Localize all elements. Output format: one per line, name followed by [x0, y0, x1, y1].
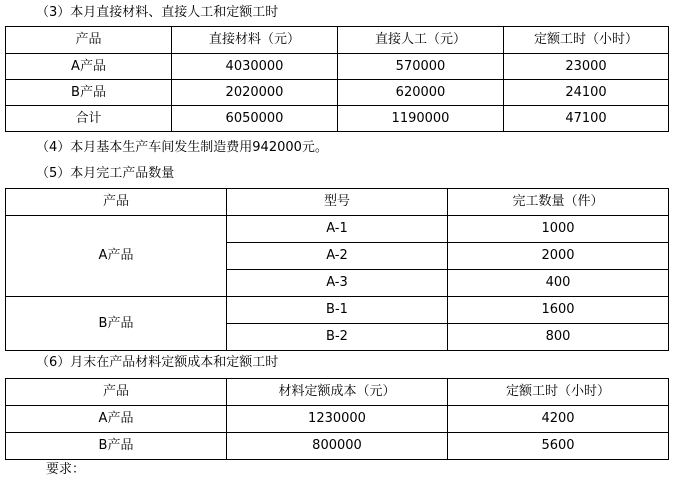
table-row — [6, 216, 669, 243]
table-cell: 4200 — [448, 406, 669, 433]
header-cell: 产品 — [6, 27, 172, 54]
quantity-cell: 1000 — [448, 216, 669, 243]
header-cell: 直接人工（元） — [338, 27, 504, 54]
table-cell: B产品 — [6, 80, 172, 106]
product-group-cell: A产品 — [6, 216, 227, 297]
table-header-row — [6, 27, 669, 54]
section5-heading: （5）本月完工产品数量 — [36, 166, 175, 181]
model-cell: A-2 — [227, 243, 448, 270]
header-cell: 定额工时（小时） — [504, 27, 669, 54]
table-row — [6, 433, 669, 460]
table-header-row — [6, 189, 669, 216]
header-cell: 材料定额成本（元） — [227, 379, 448, 406]
quantity-cell: 1600 — [448, 297, 669, 324]
header-cell: 型号 — [227, 189, 448, 216]
section6-heading: （6）月末在产品材料定额成本和定额工时 — [36, 355, 279, 370]
header-cell: 产品 — [6, 189, 227, 216]
table-cell: 4030000 — [172, 54, 338, 80]
header-cell: 直接材料（元） — [172, 27, 338, 54]
table-row — [6, 80, 669, 106]
table-cell: 570000 — [338, 54, 504, 80]
completed-quantity-table — [5, 188, 669, 351]
model-cell: B-1 — [227, 297, 448, 324]
model-cell: A-1 — [227, 216, 448, 243]
quantity-cell: 800 — [448, 324, 669, 351]
table-cell: 620000 — [338, 80, 504, 106]
table-row — [6, 297, 669, 324]
header-cell: 定额工时（小时） — [448, 379, 669, 406]
product-group-cell: B产品 — [6, 297, 227, 351]
table-cell: 1230000 — [227, 406, 448, 433]
table-cell: 6050000 — [172, 106, 338, 132]
table-cell: 47100 — [504, 106, 669, 132]
header-cell: 完工数量（件） — [448, 189, 669, 216]
table-cell: 5600 — [448, 433, 669, 460]
wip-standard-table — [5, 378, 669, 460]
table-cell: 23000 — [504, 54, 669, 80]
table-row — [6, 54, 669, 80]
model-cell: B-2 — [227, 324, 448, 351]
section3-heading: （3）本月直接材料、直接人工和定额工时 — [36, 5, 279, 20]
table-cell: B产品 — [6, 433, 227, 460]
requirement-label: 要求： — [46, 462, 86, 477]
table-cell: 800000 — [227, 433, 448, 460]
table-cell: 合计 — [6, 106, 172, 132]
header-cell: 产品 — [6, 379, 227, 406]
quantity-cell: 2000 — [448, 243, 669, 270]
table-cell: 1190000 — [338, 106, 504, 132]
model-cell: A-3 — [227, 270, 448, 297]
direct-cost-table — [5, 26, 669, 132]
table-header-row — [6, 379, 669, 406]
table-cell: A产品 — [6, 406, 227, 433]
table-cell: 2020000 — [172, 80, 338, 106]
table-row — [6, 406, 669, 433]
quantity-cell: 400 — [448, 270, 669, 297]
table-row — [6, 106, 669, 132]
table-cell: 24100 — [504, 80, 669, 106]
section4-text: （4）本月基本生产车间发生制造费用942000元。 — [36, 140, 328, 155]
table-cell: A产品 — [6, 54, 172, 80]
